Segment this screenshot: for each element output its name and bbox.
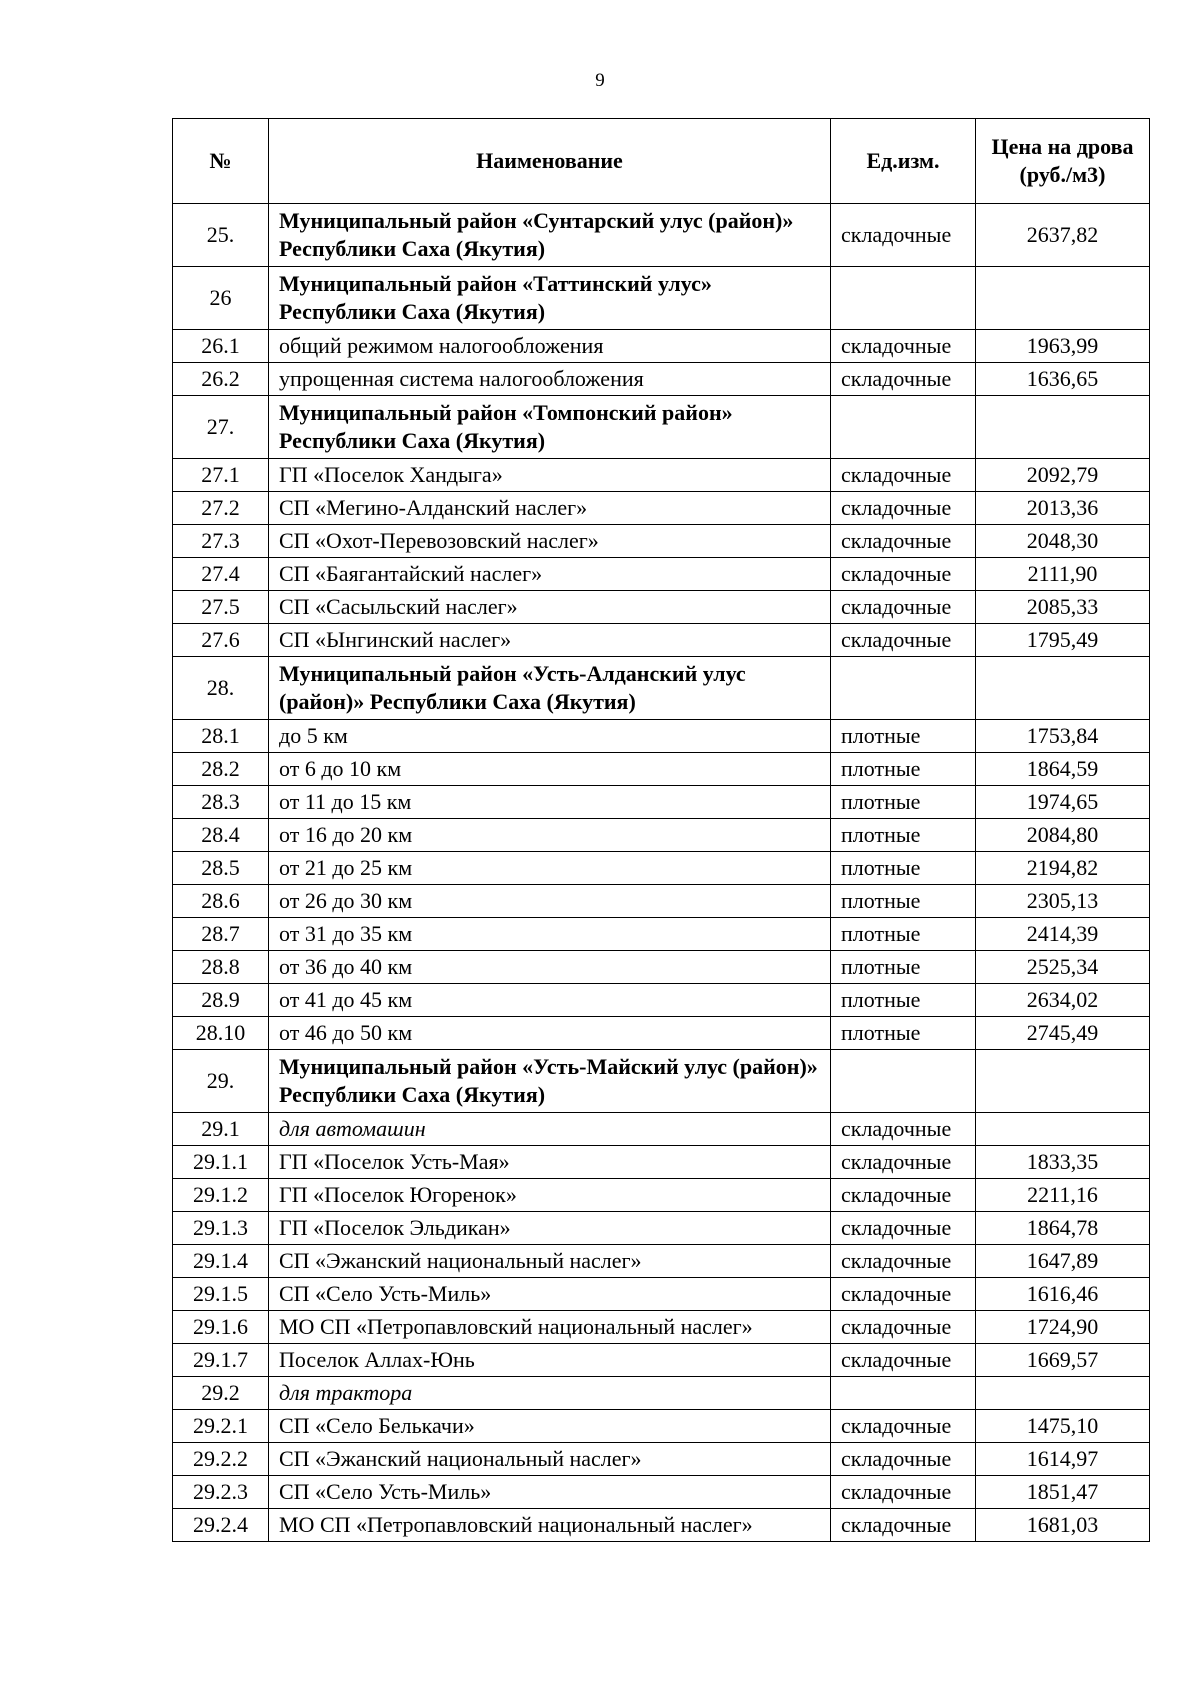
table-row	[173, 720, 1150, 753]
row-name: для трактора	[269, 1377, 831, 1410]
row-price: 2745,49	[976, 1017, 1150, 1050]
row-unit	[831, 657, 976, 720]
row-price: 1724,90	[976, 1311, 1150, 1344]
row-unit: плотные	[831, 951, 976, 984]
row-unit: плотные	[831, 852, 976, 885]
row-name: от 16 до 20 км	[269, 819, 831, 852]
row-name: от 36 до 40 км	[269, 951, 831, 984]
row-number: 27.5	[173, 591, 269, 624]
row-unit: плотные	[831, 819, 976, 852]
row-number: 29.1	[173, 1113, 269, 1146]
row-price: 1669,57	[976, 1344, 1150, 1377]
table-row	[173, 1212, 1150, 1245]
row-name: МО СП «Петропавловский национальный наслег»	[269, 1311, 831, 1344]
table-row	[173, 1509, 1150, 1542]
page-number: 9	[595, 70, 605, 91]
table-row	[173, 1410, 1150, 1443]
row-number: 28.2	[173, 753, 269, 786]
row-price: 1963,99	[976, 330, 1150, 363]
row-unit: складочные	[831, 558, 976, 591]
row-number: 27.	[173, 396, 269, 459]
table-row	[173, 1017, 1150, 1050]
header-unit: Ед.изм.	[831, 119, 976, 204]
row-price: 2048,30	[976, 525, 1150, 558]
table-row	[173, 1377, 1150, 1410]
row-number: 26.2	[173, 363, 269, 396]
row-number: 29.1.7	[173, 1344, 269, 1377]
row-name: СП «Сасыльский наслег»	[269, 591, 831, 624]
section-row	[173, 657, 1150, 720]
row-price	[976, 396, 1150, 459]
section-row	[173, 396, 1150, 459]
section-row	[173, 1050, 1150, 1113]
row-name: от 26 до 30 км	[269, 885, 831, 918]
row-name: СП «Охот-Перевозовский наслег»	[269, 525, 831, 558]
row-name: ГП «Поселок Усть-Мая»	[269, 1146, 831, 1179]
row-price: 1795,49	[976, 624, 1150, 657]
header-name: Наименование	[269, 119, 831, 204]
row-price: 2194,82	[976, 852, 1150, 885]
row-unit: складочные	[831, 1179, 976, 1212]
table-row	[173, 591, 1150, 624]
row-price: 1864,78	[976, 1212, 1150, 1245]
row-number: 25.	[173, 204, 269, 267]
row-unit: складочные	[831, 459, 976, 492]
table-row	[173, 918, 1150, 951]
row-name: СП «Село Усть-Миль»	[269, 1476, 831, 1509]
table-row	[173, 1311, 1150, 1344]
row-price: 2092,79	[976, 459, 1150, 492]
row-price: 2084,80	[976, 819, 1150, 852]
row-name: от 46 до 50 км	[269, 1017, 831, 1050]
row-name: Муниципальный район «Таттинский улус» Республики Саха (Якутия)	[269, 267, 831, 330]
row-number: 29.2.1	[173, 1410, 269, 1443]
row-number: 29.2.4	[173, 1509, 269, 1542]
table-row	[173, 885, 1150, 918]
header-number: №	[173, 119, 269, 204]
row-unit: плотные	[831, 984, 976, 1017]
table-row	[173, 1146, 1150, 1179]
table-row	[173, 330, 1150, 363]
table-body	[173, 204, 1150, 1542]
row-price	[976, 1377, 1150, 1410]
row-number: 29.1.4	[173, 1245, 269, 1278]
row-unit	[831, 1377, 976, 1410]
row-price: 2525,34	[976, 951, 1150, 984]
row-name: Муниципальный район «Томпонский район» Республики Саха (Якутия)	[269, 396, 831, 459]
row-name: от 21 до 25 км	[269, 852, 831, 885]
row-number: 28.7	[173, 918, 269, 951]
row-price: 2637,82	[976, 204, 1150, 267]
table-row	[173, 951, 1150, 984]
row-unit: плотные	[831, 885, 976, 918]
row-unit: складочные	[831, 1344, 976, 1377]
row-number: 26.1	[173, 330, 269, 363]
row-price: 2211,16	[976, 1179, 1150, 1212]
row-number: 29.2.3	[173, 1476, 269, 1509]
row-unit: складочные	[831, 1278, 976, 1311]
table-row	[173, 1344, 1150, 1377]
table-row	[173, 1443, 1150, 1476]
table-row	[173, 1179, 1150, 1212]
row-price: 2111,90	[976, 558, 1150, 591]
row-price: 1614,97	[976, 1443, 1150, 1476]
row-name: СП «Село Белькачи»	[269, 1410, 831, 1443]
row-number: 27.3	[173, 525, 269, 558]
row-unit: складочные	[831, 1509, 976, 1542]
row-price: 2305,13	[976, 885, 1150, 918]
row-price: 1974,65	[976, 786, 1150, 819]
row-number: 29.1.2	[173, 1179, 269, 1212]
row-price: 1475,10	[976, 1410, 1150, 1443]
table-header-row	[173, 119, 1150, 204]
table-row	[173, 1113, 1150, 1146]
row-name: до 5 км	[269, 720, 831, 753]
row-price	[976, 267, 1150, 330]
row-price: 1851,47	[976, 1476, 1150, 1509]
row-number: 28.1	[173, 720, 269, 753]
header-price: Цена на дрова (руб./м3)	[976, 119, 1150, 204]
row-price: 1636,65	[976, 363, 1150, 396]
row-unit: складочные	[831, 204, 976, 267]
row-name: для автомашин	[269, 1113, 831, 1146]
row-unit: складочные	[831, 1311, 976, 1344]
row-unit: складочные	[831, 492, 976, 525]
table-row	[173, 984, 1150, 1017]
row-unit	[831, 396, 976, 459]
row-name: Муниципальный район «Усть-Алданский улус (район)» Республики Саха (Якутия)	[269, 657, 831, 720]
row-unit: складочные	[831, 363, 976, 396]
row-name: ГП «Поселок Хандыга»	[269, 459, 831, 492]
row-number: 28.4	[173, 819, 269, 852]
table-row	[173, 1245, 1150, 1278]
row-number: 26	[173, 267, 269, 330]
row-name: ГП «Поселок Югоренок»	[269, 1179, 831, 1212]
row-unit	[831, 267, 976, 330]
row-price: 1864,59	[976, 753, 1150, 786]
row-unit: складочные	[831, 1245, 976, 1278]
row-name: упрощенная система налогообложения	[269, 363, 831, 396]
table-row	[173, 753, 1150, 786]
row-name: СП «Баягантайский наслег»	[269, 558, 831, 591]
row-unit: плотные	[831, 753, 976, 786]
table-row	[173, 459, 1150, 492]
table-row	[173, 786, 1150, 819]
row-number: 27.4	[173, 558, 269, 591]
row-price: 1616,46	[976, 1278, 1150, 1311]
table-row	[173, 363, 1150, 396]
row-number: 27.2	[173, 492, 269, 525]
row-name: СП «Село Усть-Миль»	[269, 1278, 831, 1311]
row-price	[976, 657, 1150, 720]
row-price	[976, 1050, 1150, 1113]
row-name: от 11 до 15 км	[269, 786, 831, 819]
row-unit: плотные	[831, 720, 976, 753]
row-name: МО СП «Петропавловский национальный наслег»	[269, 1509, 831, 1542]
row-price: 2013,36	[976, 492, 1150, 525]
row-name: Муниципальный район «Усть-Майский улус (район)» Республики Саха (Якутия)	[269, 1050, 831, 1113]
row-number: 29.1.5	[173, 1278, 269, 1311]
row-name: от 31 до 35 км	[269, 918, 831, 951]
row-price: 1833,35	[976, 1146, 1150, 1179]
row-number: 29.2	[173, 1377, 269, 1410]
row-price	[976, 1113, 1150, 1146]
row-number: 28.9	[173, 984, 269, 1017]
row-number: 28.	[173, 657, 269, 720]
row-number: 29.2.2	[173, 1443, 269, 1476]
row-unit: плотные	[831, 786, 976, 819]
row-unit: складочные	[831, 525, 976, 558]
row-price: 2414,39	[976, 918, 1150, 951]
row-number: 28.3	[173, 786, 269, 819]
row-price: 1647,89	[976, 1245, 1150, 1278]
row-number: 29.1.3	[173, 1212, 269, 1245]
row-unit	[831, 1050, 976, 1113]
row-unit: складочные	[831, 330, 976, 363]
table-row	[173, 624, 1150, 657]
table-row	[173, 852, 1150, 885]
row-name: общий режимом налогообложения	[269, 330, 831, 363]
row-number: 29.	[173, 1050, 269, 1113]
row-number: 28.6	[173, 885, 269, 918]
row-price: 2085,33	[976, 591, 1150, 624]
row-unit: складочные	[831, 1476, 976, 1509]
table-row	[173, 558, 1150, 591]
row-number: 27.1	[173, 459, 269, 492]
section-row	[173, 267, 1150, 330]
row-number: 28.5	[173, 852, 269, 885]
row-name: СП «Эжанский национальный наслег»	[269, 1443, 831, 1476]
row-price: 1753,84	[976, 720, 1150, 753]
row-unit: складочные	[831, 1146, 976, 1179]
table-row	[173, 1476, 1150, 1509]
row-unit: складочные	[831, 1443, 976, 1476]
row-unit: складочные	[831, 591, 976, 624]
row-unit: складочные	[831, 624, 976, 657]
row-number: 29.1.1	[173, 1146, 269, 1179]
section-row	[173, 204, 1150, 267]
row-name: ГП «Поселок Эльдикан»	[269, 1212, 831, 1245]
table-row	[173, 492, 1150, 525]
table-row	[173, 1278, 1150, 1311]
row-name: Поселок Аллах-Юнь	[269, 1344, 831, 1377]
row-number: 27.6	[173, 624, 269, 657]
row-price: 1681,03	[976, 1509, 1150, 1542]
row-price: 2634,02	[976, 984, 1150, 1017]
row-name: от 41 до 45 км	[269, 984, 831, 1017]
row-unit: плотные	[831, 918, 976, 951]
row-unit: плотные	[831, 1017, 976, 1050]
row-unit: складочные	[831, 1113, 976, 1146]
row-name: СП «Мегино-Алданский наслег»	[269, 492, 831, 525]
firewood-price-table	[172, 118, 1150, 1542]
row-unit: складочные	[831, 1212, 976, 1245]
table-row	[173, 819, 1150, 852]
row-name: СП «Эжанский национальный наслег»	[269, 1245, 831, 1278]
row-name: от 6 до 10 км	[269, 753, 831, 786]
table-row	[173, 525, 1150, 558]
row-number: 28.10	[173, 1017, 269, 1050]
row-number: 29.1.6	[173, 1311, 269, 1344]
row-number: 28.8	[173, 951, 269, 984]
row-name: СП «Ынгинский наслег»	[269, 624, 831, 657]
row-name: Муниципальный район «Сунтарский улус (район)» Республики Саха (Якутия)	[269, 204, 831, 267]
row-unit: складочные	[831, 1410, 976, 1443]
